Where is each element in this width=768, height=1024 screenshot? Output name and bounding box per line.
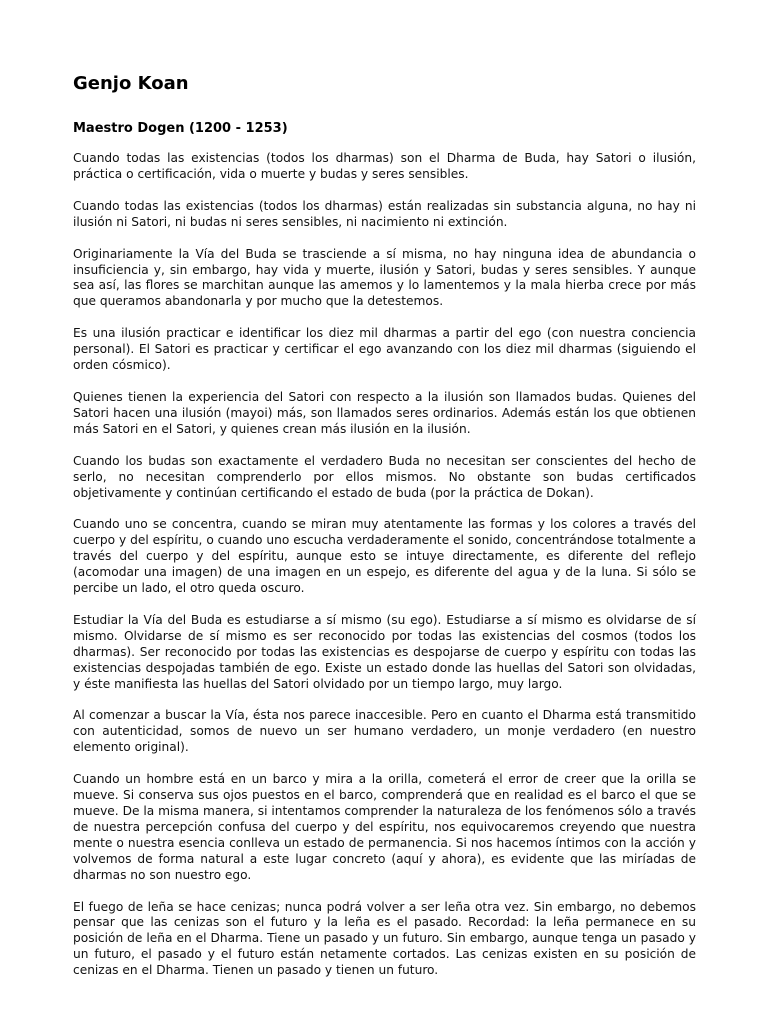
document-subtitle: Maestro Dogen (1200 - 1253): [73, 121, 288, 136]
paragraph: Cuando un hombre está en un barco y mira a la orilla, cometerá el error de creer que la orilla se mueve. Si conserva sus ojos puestos en el barco, comprenderá que en realidad es el barco el que se mueve. De la misma manera, si intentamos comprender la naturaleza de los fenómenos sólo a través de nuestra percepción confusa del cuerpo y del espíritu, nos equivocaremos creyendo que nuestra mente o nuestra esencia conlleva un estado de permanencia. Si nos hacemos íntimos con la acción y volvemos de forma natural a este lugar concreto (aquí y ahora), es evidente que las miríadas de dharmas no son nuestro ego.: [73, 772, 696, 882]
paragraph: El fuego de leña se hace cenizas; nunca podrá volver a ser leña otra vez. Sin embargo, no debemos pensar que las cenizas son el futuro y la leña es el pasado. Recordad: la leña permanece en su posición de leña en el Dharma. Tiene un pasado y un futuro. Sin embargo, aunque tenga un pasado y un futuro, el pasado y el futuro están netamente cortados. Las cenizas existen en su posición de cenizas en el Dharma. Tienen un pasado y tienen un futuro.: [73, 899, 696, 978]
paragraph: Originariamente la Vía del Buda se trasciende a sí misma, no hay ninguna idea de abundancia o insuficiencia y, sin embargo, hay vida y muerte, ilusión y Satori, budas y seres sensibles. Y aunque sea así, las flores se marchitan aunque las amemos y lo lamentemos y la mala hierba crece por más que queramos abandonarla y por mucho que la detestemos.: [73, 246, 696, 309]
paragraph: Es una ilusión practicar e identificar los diez mil dharmas a partir del ego (con nuestra conciencia personal). El Satori es practicar y certificar el ego avanzando con los diez mil dharmas (siguiendo el orden cósmico).: [73, 326, 696, 373]
document-title: Genjo Koan: [73, 73, 189, 94]
paragraph: Cuando todas las existencias (todos los dharmas) están realizadas sin substancia alguna, no hay ni ilusión ni Satori, ni budas ni seres sensibles, ni nacimiento ni extinción.: [73, 198, 696, 229]
paragraph: Cuando uno se concentra, cuando se miran muy atentamente las formas y los colores a través del cuerpo y del espíritu, o cuando uno escucha verdaderamente el sonido, concentrándose totalmente a través del cuerpo y del espíritu, aunque esto se intuye directamente, es diferente del reflejo (acomodar una imagen) de una imagen en un espejo, es diferente del agua y de la luna. Si sólo se percibe un lado, el otro queda oscuro.: [73, 517, 696, 596]
paragraph: Estudiar la Vía del Buda es estudiarse a sí mismo (su ego). Estudiarse a sí mismo es olvidarse de sí mismo. Olvidarse de sí mismo es ser reconocido por todas las existencias del cosmos (todos los dharmas). Ser reconocido por todas las existencias es despojarse de cuerpo y espíritu con todas las existencias despojadas también de ego. Existe un estado donde las huellas del Satori son olvidadas, y éste manifiesta las huellas del Satori olvidado por un tiempo largo, muy largo.: [73, 612, 696, 691]
paragraph: Cuando todas las existencias (todos los dharmas) son el Dharma de Buda, hay Satori o ilusión, práctica o certificación, vida o muerte y budas y seres sensibles.: [73, 151, 696, 181]
paragraph: Cuando los budas son exactamente el verdadero Buda no necesitan ser conscientes del hecho de serlo, no necesitan comprenderlo por ellos mismos. No obstante son budas certificados objetivamente y continúan certificando el estado de buda (por la práctica de Dokan).: [73, 453, 696, 500]
paragraph: Al comenzar a buscar la Vía, ésta nos parece inaccesible. Pero en cuanto el Dharma está transmitido con autenticidad, somos de nuevo un ser humano verdadero, un monje verdadero (en nuestro elemento original).: [73, 708, 696, 755]
paragraph: Quienes tienen la experiencia del Satori con respecto a la ilusión son llamados budas. Quienes del Satori hacen una ilusión (mayoi) más, son llamados seres ordinarios. Además están los que obtienen más Satori en el Satori, y quienes crean más ilusión en la ilusión.: [73, 389, 696, 436]
document-body: [73, 151, 696, 979]
